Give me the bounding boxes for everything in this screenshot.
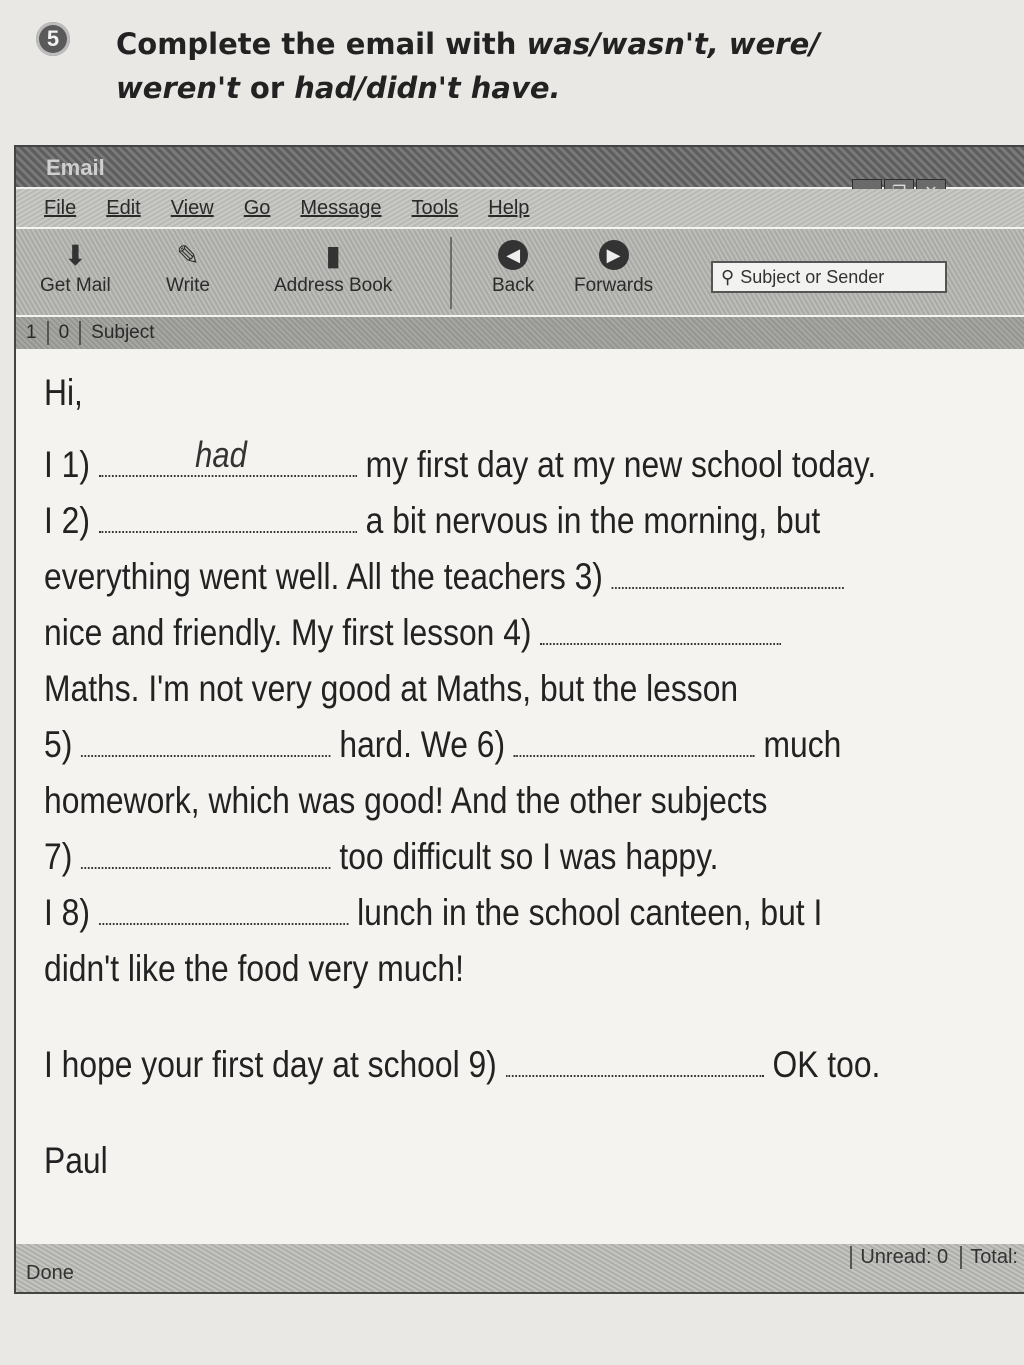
get-mail-label: Get Mail xyxy=(40,275,111,296)
back-arrow-icon: ◀ xyxy=(498,240,528,270)
menu-file[interactable]: File xyxy=(44,196,77,219)
inbox-tray-icon: ⬇ xyxy=(63,239,88,271)
window-title: Email xyxy=(46,155,105,180)
status-bar xyxy=(16,1244,1024,1292)
column-attachment[interactable]: 0 xyxy=(49,321,82,345)
unread-count: Unread: 0 xyxy=(850,1246,948,1269)
email-line-10: didn't like the food very much! xyxy=(44,948,464,989)
gap-8 xyxy=(99,893,348,925)
book-icon: ▮ xyxy=(325,239,341,271)
search-input[interactable] xyxy=(711,261,947,293)
gap-5 xyxy=(81,725,330,757)
column-subject[interactable]: Subject xyxy=(91,322,155,343)
menu-message[interactable]: Message xyxy=(300,196,382,219)
total-count: Total: xyxy=(960,1246,1018,1269)
answer-1: had xyxy=(195,434,247,475)
email-line-1: I 1) had my first day at my new school today. xyxy=(44,437,844,493)
email-line-3: everything went well. All the teachers 3) xyxy=(44,549,844,605)
forwards-button[interactable] xyxy=(574,235,653,297)
gap-2 xyxy=(99,501,357,533)
address-book-button[interactable] xyxy=(274,235,392,297)
email-line-5: Maths. I'm not very good at Maths, but the lesson xyxy=(44,668,739,709)
menu-view[interactable]: View xyxy=(170,196,214,219)
gap-6 xyxy=(514,725,755,757)
forward-arrow-icon: ▶ xyxy=(599,240,629,270)
email-body xyxy=(44,365,881,1189)
email-line-8: 7) too difficult so I was happy. xyxy=(44,836,719,877)
gap-3 xyxy=(612,557,844,589)
back-button[interactable] xyxy=(492,235,534,297)
gap-7 xyxy=(81,837,330,869)
address-book-label: Address Book xyxy=(274,275,393,296)
email-line-11: I hope your first day at school 9) OK too. xyxy=(44,1044,881,1085)
menu-help[interactable]: Help xyxy=(488,196,530,219)
back-label: Back xyxy=(492,275,535,296)
email-line-7: homework, which was good! And the other subjects xyxy=(44,780,768,821)
forwards-label: Forwards xyxy=(574,275,654,296)
search-placeholder: Subject or Sender xyxy=(740,266,885,287)
exercise-number: 5 xyxy=(36,22,70,56)
column-thread[interactable]: 1 xyxy=(16,321,49,345)
column-header xyxy=(16,317,1024,349)
toolbar-separator xyxy=(450,237,452,309)
email-line-6: 5) hard. We 6) much xyxy=(44,724,842,765)
status-counts xyxy=(850,1246,1018,1269)
menu-edit[interactable]: Edit xyxy=(106,196,141,219)
write-button[interactable] xyxy=(166,235,210,297)
greeting: Hi, xyxy=(44,372,83,413)
gap-4 xyxy=(540,613,781,645)
pencil-icon: ✎ xyxy=(176,239,200,271)
magnifier-icon: ⚲ xyxy=(721,266,735,287)
email-line-9: I 8) lunch in the school canteen, but I xyxy=(44,892,823,933)
email-line-4: nice and friendly. My first lesson 4) xyxy=(44,605,844,661)
get-mail-button[interactable] xyxy=(40,235,111,297)
email-line-2: I 2) a bit nervous in the morning, but xyxy=(44,500,821,541)
menu-go[interactable]: Go xyxy=(243,196,271,219)
gap-9 xyxy=(506,1045,764,1077)
menu-bar xyxy=(16,189,1024,227)
status-done: Done xyxy=(26,1262,74,1284)
toolbar xyxy=(16,229,1024,315)
menu-tools[interactable]: Tools xyxy=(411,196,459,219)
gap-1 xyxy=(99,434,357,477)
signoff: Paul xyxy=(44,1140,108,1181)
email-window xyxy=(14,145,1024,1294)
exercise-instruction: Complete the email with was/wasn't, were/ weren't or had/didn't have. xyxy=(116,27,820,105)
write-label: Write xyxy=(166,275,210,296)
